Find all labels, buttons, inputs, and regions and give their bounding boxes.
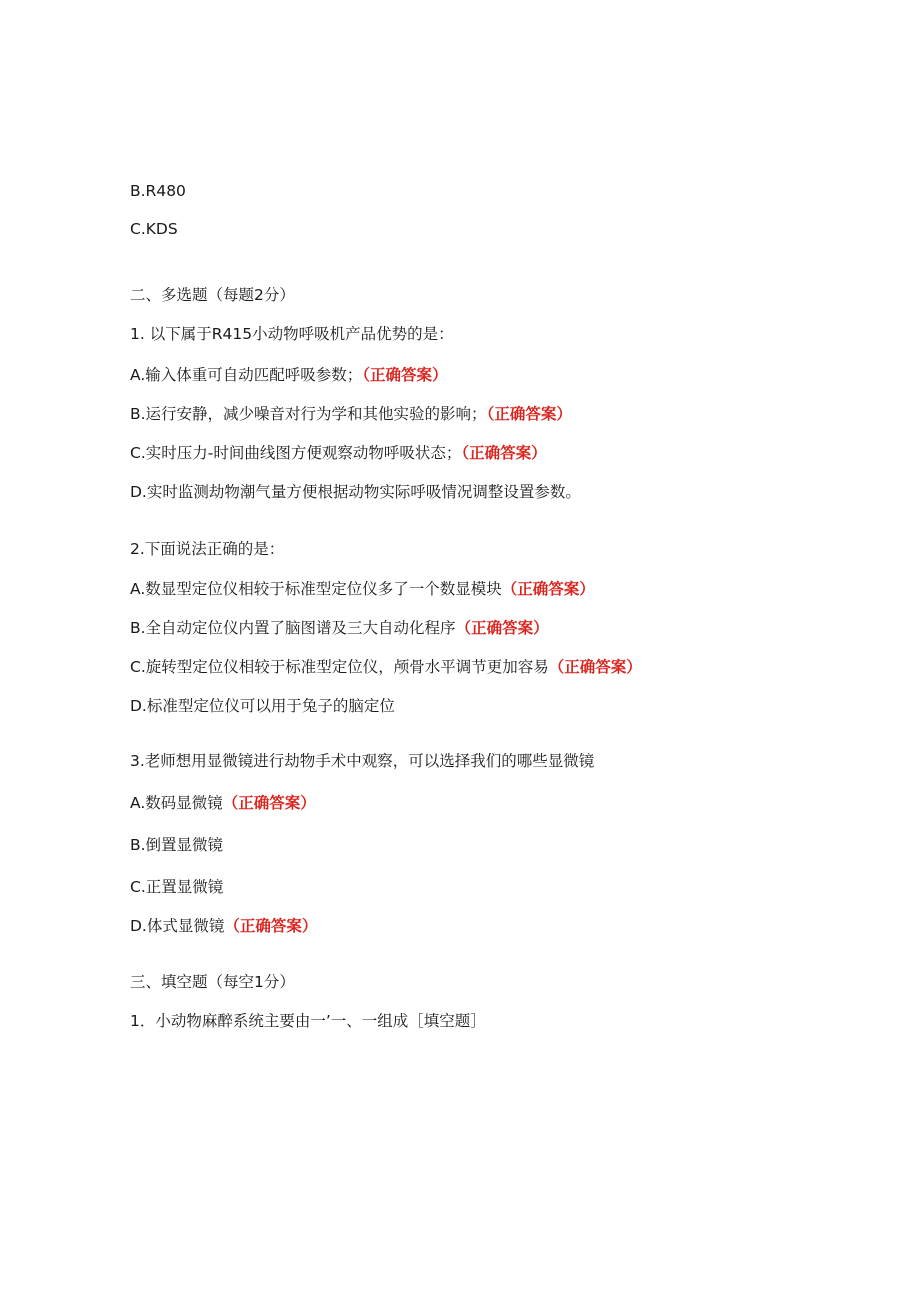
option-text: C.实时压力-时间曲线图方便观察动物呼吸状态； bbox=[130, 444, 462, 462]
option-text: A.输入体重可自动匹配呼吸参数； bbox=[130, 366, 363, 384]
q1-option-c bbox=[130, 443, 547, 463]
q1-option-a bbox=[130, 365, 448, 385]
q1-option-b bbox=[130, 404, 572, 424]
q3-option-c: C.正置显微镜 bbox=[130, 878, 224, 896]
section-heading-fill-in: 三、填空题（每空1分） bbox=[130, 973, 295, 991]
option-text: A.数码显微镜 bbox=[130, 794, 223, 812]
section-heading-multiple-choice: 二、多选题（每题2分） bbox=[130, 286, 295, 304]
q3-option-d bbox=[130, 916, 317, 936]
option-b: B.R480 bbox=[130, 182, 186, 200]
question-3-stem: 3.老师想用显微镜进行劫物手术中观察，可以选择我们的哪些显微镜 bbox=[130, 752, 595, 770]
q3-option-b: B.倒置显微镜 bbox=[130, 836, 224, 854]
fill-in-question-1: 1．小动物麻醉系统主要由一’一、一组成［填空题］ bbox=[130, 1012, 486, 1030]
q2-option-c bbox=[130, 657, 642, 677]
q2-option-a bbox=[130, 579, 595, 599]
question-2-stem: 2.下面说法正确的是： bbox=[130, 540, 285, 558]
option-text: B.运行安静，减少噪音对行为学和其他实验的影响； bbox=[130, 405, 487, 423]
option-text: B.全自动定位仪内置了脑图谱及三大自动化程序 bbox=[130, 619, 456, 637]
q2-option-d: D.标准型定位仪可以用于兔子的脑定位 bbox=[130, 697, 395, 715]
correct-answer-mark: （正确答案） bbox=[501, 580, 595, 598]
option-c: C.KDS bbox=[130, 220, 178, 238]
correct-answer-mark: （正确答案） bbox=[224, 917, 318, 935]
correct-answer-mark: （正确答案） bbox=[455, 619, 549, 637]
q2-option-b bbox=[130, 618, 549, 638]
option-text: C.旋转型定位仪相较于标准型定位仪，颅骨水平调节更加容易 bbox=[130, 658, 549, 676]
q1-option-d: D.实时监测劫物潮气量方便根据动物实际呼吸情况调整设置参数。 bbox=[130, 483, 581, 501]
correct-answer-mark: （正确答案） bbox=[222, 794, 316, 812]
correct-answer-mark: （正确答案） bbox=[461, 444, 547, 462]
option-text: A.数显型定位仪相较于标准型定位仪多了一个数显模块 bbox=[130, 580, 502, 598]
correct-answer-mark: （正确答案） bbox=[548, 658, 642, 676]
correct-answer-mark: （正确答案） bbox=[486, 405, 572, 423]
correct-answer-mark: （正确答案） bbox=[362, 366, 448, 384]
question-1-stem: 1. 以下属于R415小动物呼吸机产品优势的是： bbox=[130, 325, 454, 343]
option-text: D.体式显微镜 bbox=[130, 917, 225, 935]
q3-option-a bbox=[130, 793, 316, 813]
